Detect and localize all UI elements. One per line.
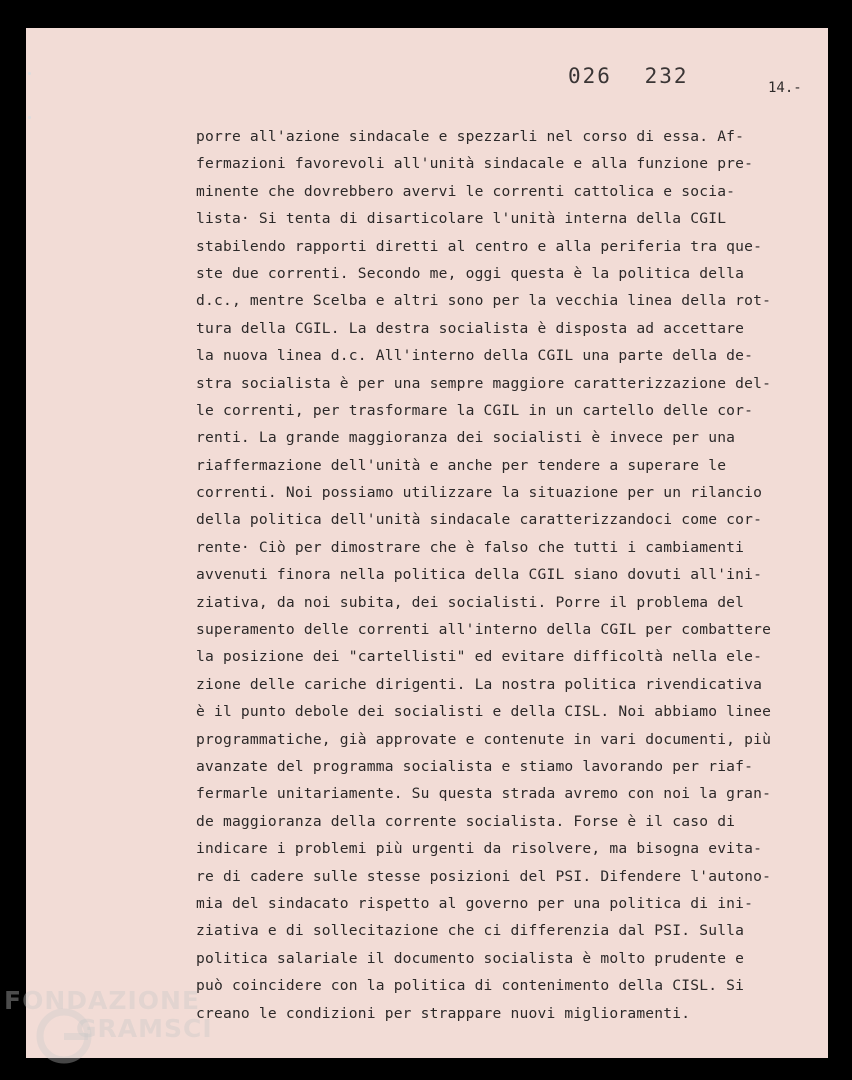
text-line: programmatiche, già approvate e contenute in vari documenti, più — [196, 730, 772, 748]
text-line: ste due correnti. Secondo me, oggi questa è la politica della — [196, 264, 745, 282]
text-line: è il punto debole dei socialisti e della CISL. Noi abbiamo linee — [196, 703, 772, 721]
text-line: la nuova linea d.c. All'interno della CGIL una parte della de- — [196, 347, 754, 365]
text-line: ziativa e di sollecitazione che ci differenzia dal PSI. Sulla — [196, 922, 745, 940]
text-line: lista· Si tenta di disarticolare l'unità interna della CGIL — [196, 210, 727, 228]
text-line: della politica dell'unità sindacale caratterizzandoci come cor- — [196, 511, 763, 529]
text-line: superamento delle correnti all'interno della CGIL per combattere — [196, 621, 772, 639]
page-number: 14.- — [768, 80, 802, 96]
text-line: porre all'azione sindacale e spezzarli nel corso di essa. Af- — [196, 128, 745, 145]
text-line: rente· Ciò per dimostrare che è falso che tutti i cambiamenti — [196, 538, 745, 556]
watermark-line-2: GRAMSCI — [76, 1014, 213, 1043]
text-line: può coincidere con la politica di contenimento della CISL. Si — [196, 977, 745, 995]
text-line: fermarle unitariamente. Su questa strada avremo con noi la gran- — [196, 785, 772, 803]
text-line: avvenuti finora nella politica della CGIL siano dovuti all'ini- — [196, 566, 763, 584]
text-line: renti. La grande maggioranza dei socialisti è invece per una — [196, 429, 736, 447]
text-line: politica salariale il documento socialista è molto prudente e — [196, 949, 745, 967]
edge-mark-dot — [28, 72, 31, 75]
text-line: le correnti, per trasformare la CGIL in un cartello delle cor- — [196, 401, 754, 419]
archive-number: 026 232 — [568, 64, 689, 88]
text-line: avanzate del programma socialista e stiamo lavorando per riaf- — [196, 757, 754, 775]
text-line: riaffermazione dell'unità e anche per tendere a superare le — [196, 456, 727, 474]
text-line: creano le condizioni per strappare nuovi miglioramenti. — [196, 1004, 691, 1022]
text-line: ziativa, da noi subita, dei socialisti. Porre il problema del — [196, 593, 745, 611]
text-line: d.c., mentre Scelba e altri sono per la vecchia linea della rot- — [196, 292, 772, 310]
watermark-line-1: FONDAZIONE — [4, 986, 201, 1015]
typewritten-text — [196, 123, 821, 1027]
text-line: fermazioni favorevoli all'unità sindacale e alla funzione pre- — [196, 155, 754, 173]
text-line: la posizione dei "cartellisti" ed evitare difficoltà nella ele- — [196, 648, 763, 666]
text-line: indicare i problemi più urgenti da risolvere, ma bisogna evita- — [196, 840, 763, 858]
text-line: zione delle cariche dirigenti. La nostra politica rivendicativa — [196, 675, 763, 693]
edge-mark-dot — [28, 116, 31, 119]
text-line: stabilendo rapporti diretti al centro e alla periferia tra que- — [196, 237, 763, 255]
text-line: tura della CGIL. La destra socialista è disposta ad accettare — [196, 319, 745, 337]
text-line: mia del sindacato rispetto al governo per una politica di ini- — [196, 894, 754, 912]
text-line: correnti. Noi possiamo utilizzare la situazione per un rilancio — [196, 484, 763, 502]
text-line: re di cadere sulle stesse posizioni del PSI. Difendere l'autono- — [196, 867, 772, 885]
text-line: minente che dovrebbero avervi le correnti cattolica e socia- — [196, 182, 736, 200]
text-line: de maggioranza della corrente socialista. Forse è il caso di — [196, 812, 736, 830]
archive-watermark — [4, 986, 224, 1066]
text-line: stra socialista è per una sempre maggiore caratterizzazione del- — [196, 374, 772, 392]
